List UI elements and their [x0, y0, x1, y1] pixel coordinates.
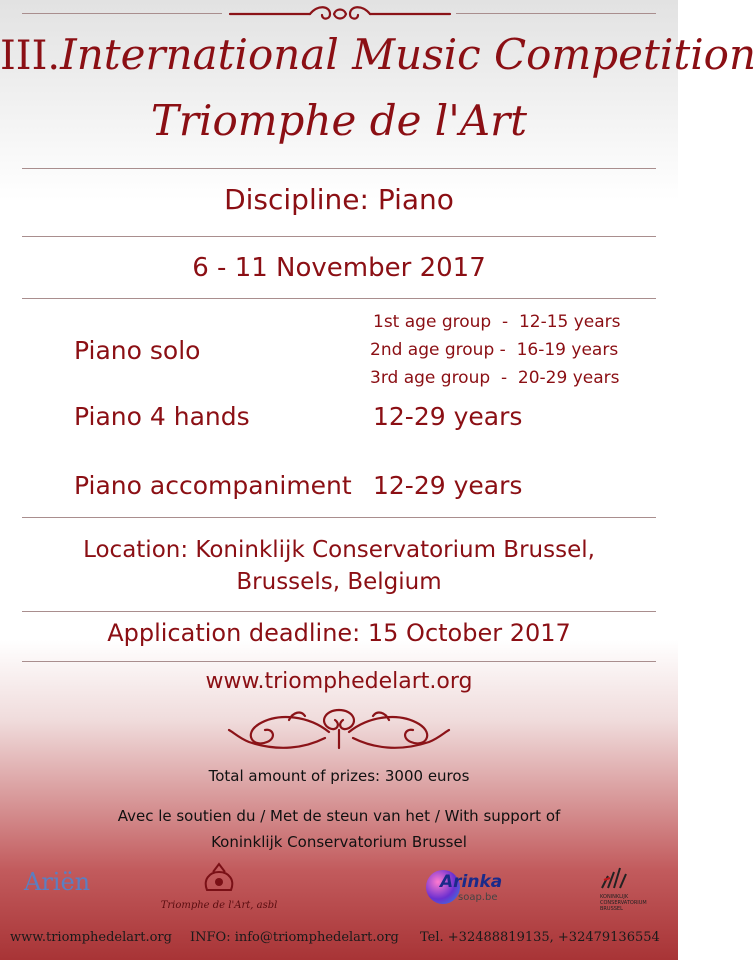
kcb-logo: KONINKLIJK CONSERVATORIUM BRUSSEL — [600, 866, 670, 912]
application-deadline: Application deadline: 15 October 2017 — [107, 619, 571, 647]
location-line2: Brussels, Belgium — [236, 569, 442, 595]
age-group-1: 1st age group - 12-15 years — [373, 312, 621, 332]
competition-title — [0, 30, 756, 79]
support-line2: Koninklijk Conservatorium Brussel — [211, 833, 467, 851]
ornament-flourish — [229, 702, 449, 756]
support-notice — [0, 803, 678, 855]
top-ornament — [230, 2, 450, 26]
total-prizes: Total amount of prizes: 3000 euros — [208, 767, 470, 785]
discipline: Discipline: Piano — [224, 183, 454, 216]
arinka-logo: Arinka soap.be — [424, 866, 504, 908]
age-group-2: 2nd age group - 16-19 years — [370, 340, 619, 360]
triomphe-crest-icon — [199, 862, 239, 896]
support-line1: Avec le soutien du / Met de steun van het / With support of — [117, 807, 561, 825]
footer-website[interactable]: www.triomphedelart.org — [10, 930, 172, 945]
footer-tel: Tel. +32488819135, +32479136554 — [420, 930, 660, 945]
arien-logo: Ariën — [24, 868, 91, 896]
footer-info[interactable]: INFO: info@triomphedelart.org — [190, 930, 399, 945]
edition-number: III. — [0, 33, 61, 79]
piano-accompaniment-label: Piano accompaniment — [74, 471, 352, 500]
website-link[interactable]: www.triomphedelart.org — [205, 669, 473, 694]
age-group-3: 3rd age group - 20-29 years — [370, 368, 620, 388]
piano-4-hands-range: 12-29 years — [373, 402, 523, 431]
kcb-bars-icon — [600, 866, 630, 890]
dates: 6 - 11 November 2017 — [192, 253, 486, 283]
triomphe-logo: Triomphe de l'Art, asbl — [156, 862, 282, 911]
sponsor-logos — [0, 860, 678, 920]
location-line1: Location: Koninklijk Conservatorium Brussel, — [83, 537, 595, 563]
location — [0, 534, 678, 598]
title-line1: International Music Competition — [60, 30, 756, 79]
piano-accompaniment-range: 12-29 years — [373, 471, 523, 500]
title-line2: Triomphe de l'Art — [150, 96, 528, 145]
piano-4-hands-label: Piano 4 hands — [74, 402, 250, 431]
piano-solo-label: Piano solo — [74, 336, 201, 365]
